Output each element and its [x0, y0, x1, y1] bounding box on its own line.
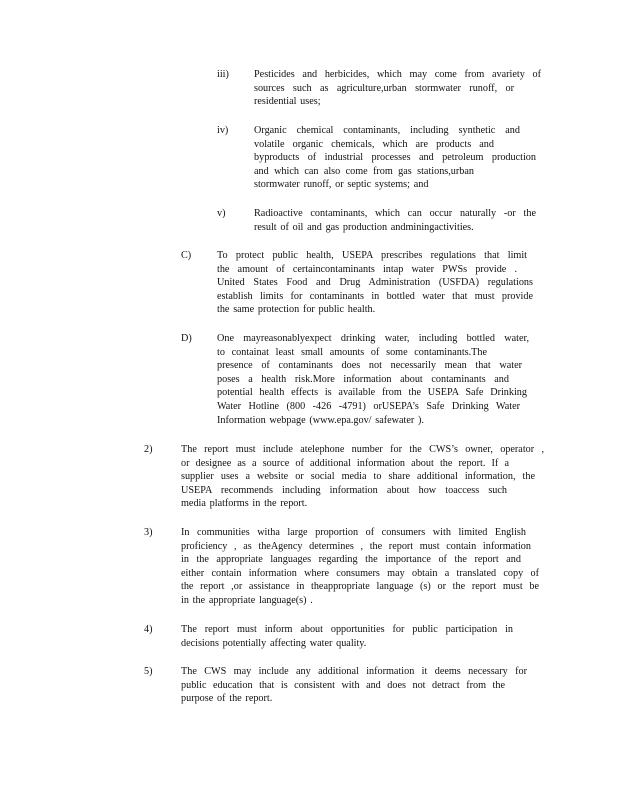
text-line: to containat least small amounts of some contaminants.The	[217, 346, 487, 358]
text-line: sources such as agriculture,urban stormwater runoff, or	[254, 82, 514, 94]
list-item-text	[217, 332, 529, 427]
text-line: potential health effects is available from the USEPA Safe Drinking	[217, 387, 527, 399]
list-marker: C)	[181, 250, 192, 261]
text-line: and which can also come from gas stations,urban	[254, 165, 474, 177]
text-line: byproducts of industrial processes and petroleum production	[254, 152, 536, 164]
list-item-text	[254, 124, 536, 192]
text-line: poses a health risk.More information about contaminants and	[217, 373, 509, 385]
text-line: decisions potentially affecting water quality.	[181, 637, 367, 649]
list-item-text	[254, 207, 536, 234]
text-line: The CWS may include any additional information it deems necessary for	[181, 666, 527, 677]
text-line: USEPA recommends including information about how toaccess such	[181, 484, 507, 496]
text-line: The report must include atelephone number for the CWS’s owner, operator ,	[181, 444, 544, 455]
text-line: establish limits for contaminants in bottled water that must provide	[217, 290, 533, 302]
text-line: Radioactive contaminants, which can occur naturally -or the	[254, 208, 536, 219]
list-marker: iv)	[217, 125, 229, 136]
text-line: To protect public health, USEPA prescribes regulations that limit	[217, 250, 527, 261]
text-line: One mayreasonablyexpect drinking water, including bottled water,	[217, 333, 529, 344]
text-line: supplier uses a website or social media to share additional information, the	[181, 471, 535, 483]
text-line: the same protection for public health.	[217, 304, 376, 316]
text-line: media platforms in the report.	[181, 498, 308, 510]
list-item-text	[254, 68, 541, 109]
text-line: Information webpage (www.epa.gov/ safewater ).	[217, 414, 424, 426]
text-line: United States Food and Drug Administration (USFDA) regulations	[217, 277, 533, 289]
text-line: residential uses;	[254, 96, 321, 108]
text-line: result of oil and gas production andminingactivities.	[254, 221, 474, 233]
text-line: in the appropriate languages regarding the importance of the report and	[181, 554, 521, 566]
text-line: stormwater runoff, or septic systems; and	[254, 179, 429, 191]
text-line: or designee as a source of additional information about the report. If a	[181, 457, 509, 469]
list-marker: v)	[217, 208, 226, 219]
list-marker: 3)	[144, 527, 153, 538]
list-item-text	[181, 443, 544, 511]
text-line: Water Hotline (800 -426 -4791) orUSEPA’s Safe Drinking Water	[217, 400, 520, 412]
list-item-text	[181, 526, 539, 608]
text-line: the report ,or assistance in theappropriate language (s) or the report must be	[181, 581, 539, 593]
list-marker: iii)	[217, 69, 229, 80]
text-line: public education that is consistent with and does not detract from the	[181, 679, 505, 691]
list-marker: 4)	[144, 624, 153, 635]
text-line: presence of contaminants does not necessarily mean that water	[217, 360, 522, 372]
text-line: In communities witha large proportion of consumers with limited English	[181, 527, 526, 538]
text-line: volatile organic chemicals, which are products and	[254, 138, 494, 150]
list-marker: D)	[181, 333, 192, 344]
text-line: purpose of the report.	[181, 693, 273, 705]
text-line: either contain information where consumers may obtain a translated copy of	[181, 567, 539, 579]
text-line: Organic chemical contaminants, including synthetic and	[254, 125, 520, 136]
text-line: Pesticides and herbicides, which may come from avariety of	[254, 69, 541, 80]
list-item-text	[181, 665, 529, 706]
text-line: proficiency , as theAgency determines , the report must contain information	[181, 540, 531, 552]
text-line: the amount of certaincontaminants intap water PWSs provide .	[217, 263, 517, 275]
text-line: The report must inform about opportunities for public participation in	[181, 624, 513, 635]
list-item-text	[181, 623, 515, 650]
text-line: in the appropriate language(s) .	[181, 594, 313, 606]
list-marker: 5)	[144, 666, 153, 677]
list-marker: 2)	[144, 444, 153, 455]
list-item-text	[217, 249, 533, 317]
